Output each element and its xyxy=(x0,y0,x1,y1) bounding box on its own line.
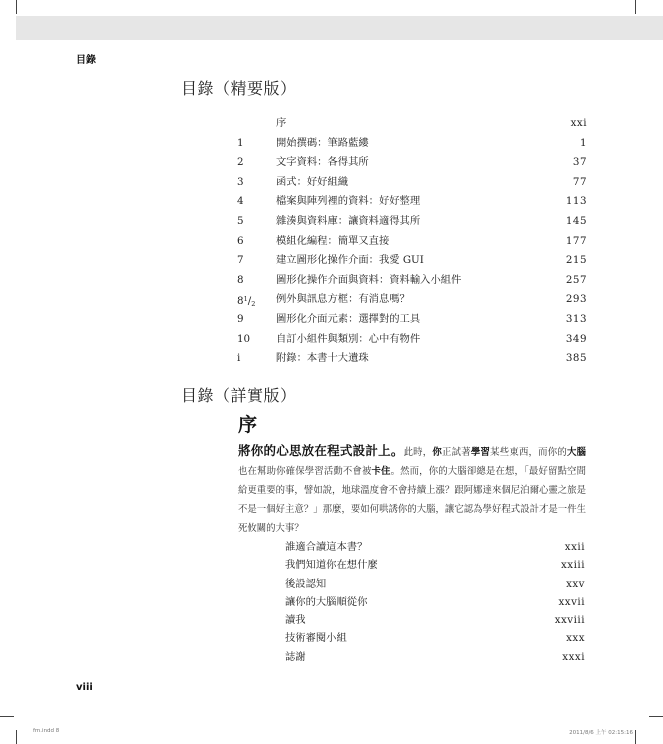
page-ref: 177 xyxy=(565,234,587,247)
page-ref: 215 xyxy=(565,254,587,267)
crop-mark xyxy=(635,0,636,14)
intro-text: 也在幫助你確保學習活動不會被 xyxy=(238,466,372,477)
timestamp-slug: 2011/8/6 上午 02:15:16 xyxy=(569,730,633,736)
chapter-title: 圖形化操作介面與資料：資料輸入小組件 xyxy=(276,273,462,286)
intro-bold: 大腦 xyxy=(567,447,586,458)
intro-bold: 學習 xyxy=(470,447,491,458)
page-ref: xxi xyxy=(570,117,587,129)
chapter-number: 8 xyxy=(237,273,244,286)
chapter-title: 圖形化介面元素：選擇對的工具 xyxy=(276,312,421,325)
toc-entry[interactable] xyxy=(237,271,587,291)
page-ref: xxiii xyxy=(561,559,585,572)
brief-toc-list xyxy=(237,114,587,369)
file-slug: fm.indd 8 xyxy=(33,728,60,734)
toc-entry[interactable] xyxy=(285,538,585,556)
crop-mark xyxy=(0,716,14,717)
chapter-title: 建立圖形化操作介面：我愛 GUI xyxy=(276,254,424,267)
toc-entry[interactable] xyxy=(237,349,587,369)
intro-lead: 將你的心思放在程式設計上。 xyxy=(238,443,404,458)
toc-entry[interactable] xyxy=(237,232,587,252)
page-ref: 37 xyxy=(572,156,587,169)
page-number: viii xyxy=(76,682,93,693)
chapter-number: 10 xyxy=(237,332,251,345)
section-title: 讀我 xyxy=(285,614,306,627)
brief-toc-title: 目錄（精要版） xyxy=(181,79,297,98)
toc-entry[interactable] xyxy=(285,575,585,593)
chapter-title: 例外與訊息方框：有消息嗎？ xyxy=(276,293,410,306)
page-ref: 385 xyxy=(565,352,587,365)
toc-entry[interactable] xyxy=(285,611,585,629)
chapter-title: 序 xyxy=(276,117,287,129)
page-ref: 293 xyxy=(565,293,587,306)
chapter-title: 附錄：本書十大遺珠 xyxy=(276,352,369,365)
chapter-number: 4 xyxy=(237,195,244,208)
page-ref: xxx xyxy=(566,632,585,645)
detailed-toc-title: 目錄（詳實版） xyxy=(181,386,297,405)
chapter-number-fraction: 2 xyxy=(251,300,256,309)
chapter-number: 7 xyxy=(237,254,244,267)
preface-toc-list xyxy=(285,538,585,666)
chapter-number: 5 xyxy=(237,214,244,227)
toc-entry[interactable] xyxy=(237,114,587,134)
toc-entry[interactable] xyxy=(237,251,587,271)
chapter-title: 雜湊與資料庫：讓資料適得其所 xyxy=(276,214,421,227)
toc-entry[interactable] xyxy=(285,593,585,611)
crop-mark xyxy=(649,716,663,717)
intro-text: 某些東西，而你的 xyxy=(490,447,567,458)
page-ref: xxviii xyxy=(554,614,585,627)
chapter-title: 模組化編程：簡單又直接 xyxy=(276,234,390,247)
page-ref: 313 xyxy=(565,312,587,325)
page-ref: xxii xyxy=(564,541,585,553)
section-title: 後設認知 xyxy=(285,577,327,590)
chapter-number: i xyxy=(237,352,241,365)
page-ref: 349 xyxy=(565,332,587,345)
preface-heading: 序 xyxy=(238,414,258,436)
section-title: 讓你的大腦順從你 xyxy=(285,595,368,608)
chapter-number: 1 xyxy=(237,136,244,149)
intro-text: 此時， xyxy=(403,447,433,458)
crop-mark xyxy=(16,0,17,14)
page-ref: 1 xyxy=(579,136,587,149)
toc-entry[interactable] xyxy=(237,212,587,232)
crop-mark xyxy=(635,730,636,744)
chapter-number: 2 xyxy=(237,156,244,169)
section-title: 技術審閱小組 xyxy=(285,632,347,645)
section-title: 我們知道你在想什麼 xyxy=(285,559,378,572)
intro-text: 正試著 xyxy=(442,447,471,458)
toc-entry[interactable] xyxy=(237,330,587,350)
intro-bold: 你 xyxy=(432,447,443,458)
toc-entry[interactable] xyxy=(237,290,587,310)
intro-text: 。然而，你的大腦卻總是在想，「最好留點空間給更重要的事，譬如說，地球溫度會不會持續上漲？跟阿娜達來個尼泊爾心靈之旅是不是一個好主意？」那麼，要如何哄誘你的大腦，讓它認為學好程式設計才是一件生死攸關的大事？ xyxy=(238,466,586,534)
page-ref: 77 xyxy=(572,175,587,188)
toc-entry[interactable] xyxy=(237,173,587,193)
section-title: 誰適合讀這本書？ xyxy=(285,541,368,553)
toc-entry[interactable] xyxy=(237,310,587,330)
crop-mark xyxy=(16,730,17,744)
section-title: 誌謝 xyxy=(285,650,306,663)
chapter-number: 9 xyxy=(237,312,244,325)
toc-entry[interactable] xyxy=(237,192,587,212)
running-head: 目錄 xyxy=(76,55,96,66)
chapter-title: 開始撰碼：筆路藍縷 xyxy=(276,136,369,149)
chapter-number-whole: 8 xyxy=(237,295,244,308)
page-ref: xxv xyxy=(566,577,585,590)
chapter-number: 6 xyxy=(237,234,244,247)
preface-intro xyxy=(238,441,586,538)
chapter-title: 文字資料：各得其所 xyxy=(276,156,369,169)
page-ref: 145 xyxy=(565,214,587,227)
chapter-title: 自訂小組件與類別：心中有物件 xyxy=(276,332,421,345)
toc-entry[interactable] xyxy=(285,648,585,666)
toc-entry[interactable] xyxy=(237,153,587,173)
intro-bold: 卡住 xyxy=(371,466,391,477)
toc-entry[interactable] xyxy=(285,629,585,647)
toc-entry[interactable] xyxy=(285,556,585,574)
page-ref: xxvii xyxy=(558,595,585,608)
chapter-number-fraction: 1 xyxy=(243,295,248,304)
toc-entry[interactable] xyxy=(237,134,587,154)
chapter-number: 3 xyxy=(237,175,244,188)
chapter-title: 函式：好好組織 xyxy=(276,175,349,188)
page-ref: xxxi xyxy=(562,650,585,663)
header-band xyxy=(16,16,663,40)
page-ref: 257 xyxy=(565,273,587,286)
page-ref: 113 xyxy=(565,195,587,208)
chapter-title: 檔案與陣列裡的資料：好好整理 xyxy=(276,195,421,208)
chapter-number: $8^1/_2$ xyxy=(237,295,256,309)
